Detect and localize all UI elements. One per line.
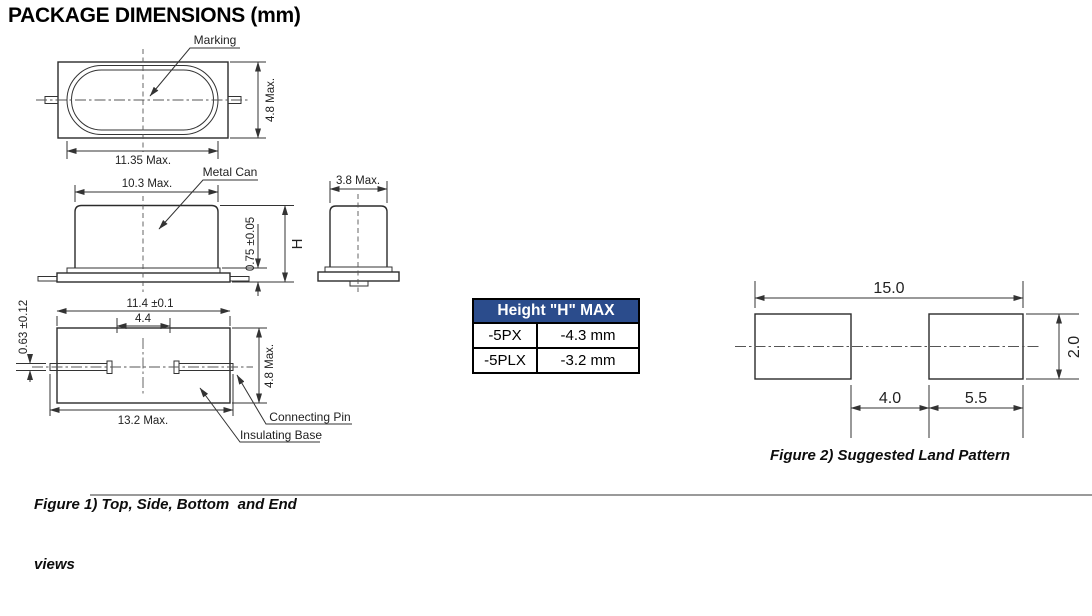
dim-pin-thickness: 0.63 ±0.12: [18, 299, 30, 355]
side-view-can-outline: [75, 206, 218, 269]
figure1-caption-line1: Figure 1) Top, Side, Bottom and End: [34, 495, 297, 513]
dim-can-length: 10.3 Max.: [121, 178, 173, 190]
dim-base-thickness: 0.75 ±0.05: [245, 216, 257, 272]
height-cell: -4.3 mm: [537, 323, 639, 348]
height-table-header: Height "H" MAX: [473, 299, 639, 323]
end-view-base: [318, 272, 399, 281]
end-view-bottom-tab: [350, 281, 368, 286]
metal-can-leader-line: [159, 180, 258, 229]
page-divider-line: [90, 494, 1092, 496]
dim-pad-width: 5.5: [964, 390, 988, 407]
end-view-can-outline: [330, 206, 387, 267]
figure1-caption: [34, 454, 364, 616]
connecting-pin-label: Connecting Pin: [269, 410, 351, 424]
table-row: [473, 323, 639, 348]
dim-body-width: 4.8 Max.: [264, 343, 276, 389]
height-table-header-row: [473, 299, 639, 323]
side-view-can-rim: [67, 268, 220, 273]
dim-height-symbol: H: [289, 238, 306, 250]
marking-label: Marking: [193, 33, 237, 47]
height-cell: -3.2 mm: [537, 348, 639, 373]
table-row: [473, 348, 639, 373]
dim-pad-gap: 4.0: [878, 390, 902, 407]
dim-top-width: 4.8 Max.: [265, 77, 277, 123]
side-view-right-lead: [230, 277, 249, 282]
dim-pad-height: 2.0: [1066, 335, 1083, 359]
end-view: [318, 175, 399, 292]
page-title: PACKAGE DIMENSIONS (mm): [8, 4, 301, 27]
bottom-view-right-pin: [179, 364, 233, 371]
figure2-caption: Figure 2) Suggested Land Pattern: [770, 447, 1011, 464]
dim-top-length: 11.35 Max.: [114, 155, 172, 167]
dim-end-width: 3.8 Max.: [335, 175, 381, 187]
side-view-base: [57, 273, 230, 282]
figure1-caption-line2: views: [34, 556, 75, 574]
part-cell: -5PX: [473, 323, 537, 348]
dim-pin-gap: 4.4: [135, 313, 151, 325]
bottom-view: [16, 298, 352, 442]
dim-overall-length: 13.2 Max.: [117, 415, 169, 427]
dim-land-overall-width: 15.0: [873, 280, 905, 297]
metal-can-label: Metal Can: [202, 165, 258, 179]
land-pattern: [735, 280, 1083, 438]
side-view-left-lead: [38, 277, 57, 282]
height-table: [472, 298, 640, 374]
part-cell: -5PLX: [473, 348, 537, 373]
top-view: [36, 33, 277, 167]
end-view-can-rim: [325, 267, 392, 272]
side-view: [38, 165, 306, 296]
dim-pin-span: 11.4 ±0.1: [126, 298, 174, 310]
bottom-view-base-outline: [57, 328, 230, 403]
insulating-base-label: Insulating Base: [239, 428, 323, 442]
